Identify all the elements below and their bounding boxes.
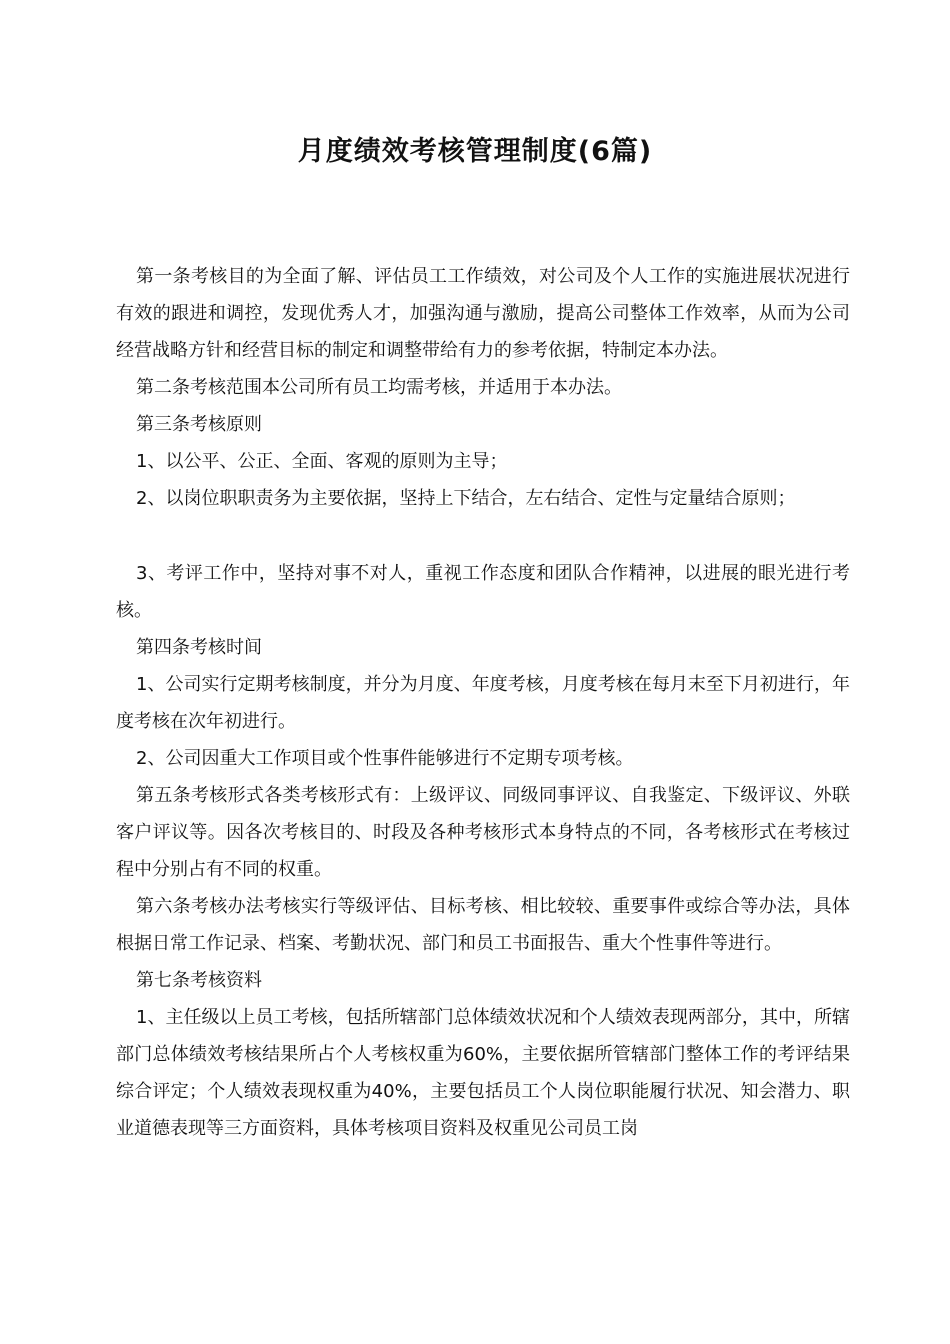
document-title: 月度绩效考核管理制度(6篇) [297,136,653,167]
paragraph-article-3-heading: 第三条考核原则 [136,414,262,435]
paragraph-article-2: 第二条考核范围本公司所有员工均需考核，并适用于本办法。 [136,377,622,398]
paragraph-article-3-item-2: 2、以岗位职职责务为主要依据，坚持上下结合，左右结合、定性与定量结合原则； [136,488,796,509]
paragraph-gap [116,517,850,555]
paragraph-article-4-item-2: 2、公司因重大工作项目或个性事件能够进行不定期专项考核。 [136,748,634,769]
paragraph-article-4-heading: 第四条考核时间 [136,637,262,658]
paragraph-article-6: 第六条考核办法考核实行等级评估、目标考核、相比较较、重要事件或综合等办法，具体根据日常工作记录、档案、考勤状况、部门和员工书面报告、重大个性事件等进行。 [116,896,850,954]
paragraph-article-4-item-1: 1、公司实行定期考核制度，并分为月度、年度考核，月度考核在每月末至下月初进行，年度考核在次年初进行。 [116,674,850,732]
paragraph-article-7-item-1: 1、主任级以上员工考核，包括所辖部门总体绩效状况和个人绩效表现两部分，其中，所辖部门总体绩效考核结果所占个人考核权重为60%，主要依据所管辖部门整体工作的考评结果综合评定；个人绩效表现权重为40%，主要包括员工个人岗位职能履行状况、知会潜力、职业道德表现等三方面资料，具体考核项目资料及权重见公司员工岗 [116,1007,850,1139]
document-body [116,258,850,1147]
paragraph-article-7-heading: 第七条考核资料 [136,970,262,991]
paragraph-article-3-item-3: 3、考评工作中，坚持对事不对人，重视工作态度和团队合作精神，以进展的眼光进行考核。 [116,563,850,621]
paragraph-article-3-item-1: 1、以公平、公正、全面、客观的原则为主导； [136,451,508,472]
paragraph-article-1: 第一条考核目的为全面了解、评估员工工作绩效，对公司及个人工作的实施进展状况进行有效的跟进和调控，发现优秀人才，加强沟通与激励，提高公司整体工作效率，从而为公司经营战略方针和经营目标的制定和调整带给有力的参考依据，特制定本办法。 [116,266,850,361]
paragraph-article-5: 第五条考核形式各类考核形式有：上级评议、同级同事评议、自我鉴定、下级评议、外联客户评议等。因各次考核目的、时段及各种考核形式本身特点的不同，各考核形式在考核过程中分别占有不同的权重。 [116,785,850,880]
